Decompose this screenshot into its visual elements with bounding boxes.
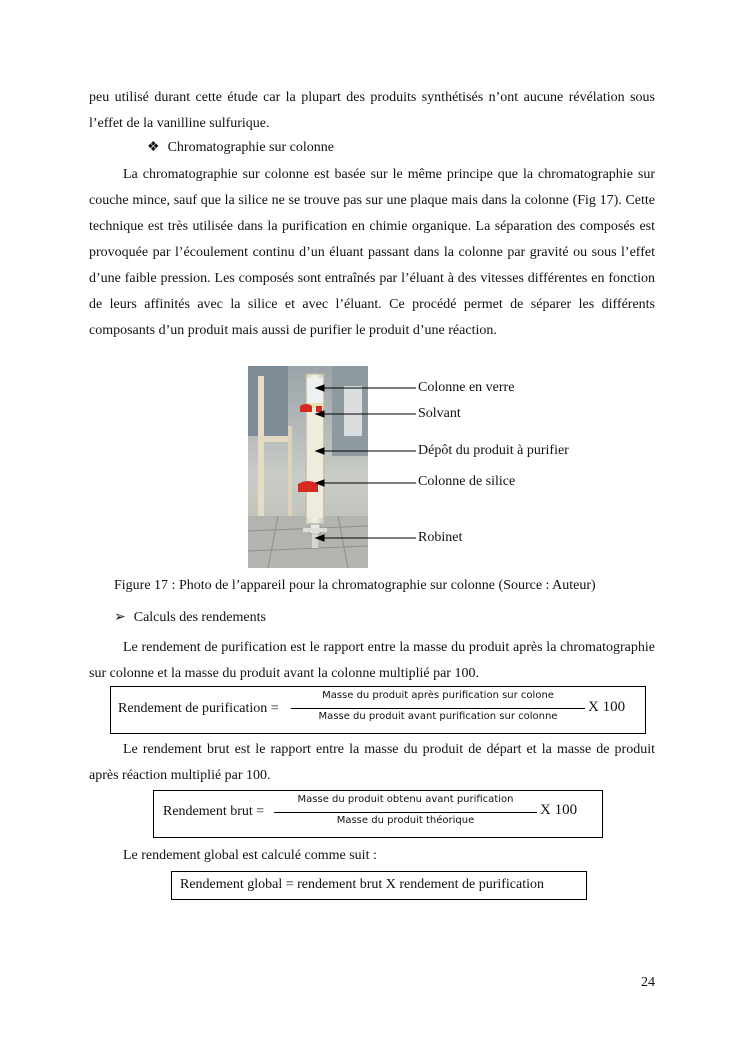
label-stopcock: Robinet [418, 530, 463, 545]
purification-fraction-bar [291, 708, 585, 709]
section-heading-column-text: Chromatographie sur colonne [167, 140, 334, 155]
label-glass-column: Colonne en verre [418, 380, 515, 395]
global-formula-box [171, 871, 587, 900]
brut-yield-paragraph: Le rendement brut est le rapport entre la masse du produit de départ et la masse de produit après réaction multiplié par 100. [89, 742, 655, 783]
brut-formula-numerator: Masse du produit obtenu avant purification [297, 794, 514, 805]
purification-formula-numerator: Masse du produit après purification sur colone [322, 690, 554, 701]
purification-formula-denominator: Masse du produit avant purification sur colonne [318, 711, 558, 722]
brut-formula-denominator: Masse du produit théorique [336, 815, 475, 826]
purification-yield-paragraph: Le rendement de purification est le rapport entre la masse du produit après la chromatographie sur colonne et la masse du produit avant la colonne multiplié par 100. [89, 640, 655, 681]
figure-caption: Figure 17 : Photo de l’appareil pour la chromatographie sur colonne (Source : Auteur) [114, 578, 596, 593]
purification-formula-lhs: Rendement de purification = [118, 701, 279, 716]
page-number: 24 [641, 975, 655, 990]
label-product-deposit: Dépôt du produit à purifier [418, 443, 569, 458]
label-silica-column: Colonne de silice [418, 474, 516, 489]
column-chromatography-paragraph: La chromatographie sur colonne est basée sur le même principe que la chromatographie sur couche mince, sauf que la silice ne se trouve pas sur une plaque mais dans la colonne (Fig 17). Cette technique est très utilisée dans la purification en chimie organique. La séparation des composés est provoquée par l’écoulement continu d’un éluant passant dans la colonne par gravité ou sous l’effet d’une faible pression. Les composés sont entraînés par l’éluant à des vitesses différentes en fonction de leurs affinités avec la silice et avec l’éluant. Ce procédé permet de séparer les différents composants d’un produit mais aussi de purifier le produit d’une réaction. [89, 167, 655, 338]
global-formula-text: Rendement global = rendement brut X rendement de purification [180, 877, 544, 892]
intro-paragraph: peu utilisé durant cette étude car la plupart des produits synthétisés n’ont aucune révélation sous l’effet de la vanilline sulfurique. [89, 90, 655, 131]
brut-formula-multiplier: X 100 [540, 802, 578, 818]
diamond-bullet-icon: ❖ [147, 140, 160, 155]
global-yield-intro: Le rendement global est calculé comme suit : [123, 848, 377, 863]
purification-formula-multiplier: X 100 [588, 699, 626, 715]
section-heading-yields [114, 608, 266, 628]
label-solvent: Solvant [418, 406, 461, 421]
brut-fraction-bar [274, 812, 537, 813]
brut-formula-lhs: Rendement brut = [163, 804, 265, 819]
figure-pointer-lines [300, 380, 420, 550]
arrow-bullet-icon: ➢ [114, 610, 126, 625]
brut-formula-box [153, 790, 603, 838]
section-heading-yields-text: Calculs des rendements [133, 610, 266, 625]
section-heading-column [147, 138, 334, 158]
purification-formula-box [110, 686, 646, 734]
